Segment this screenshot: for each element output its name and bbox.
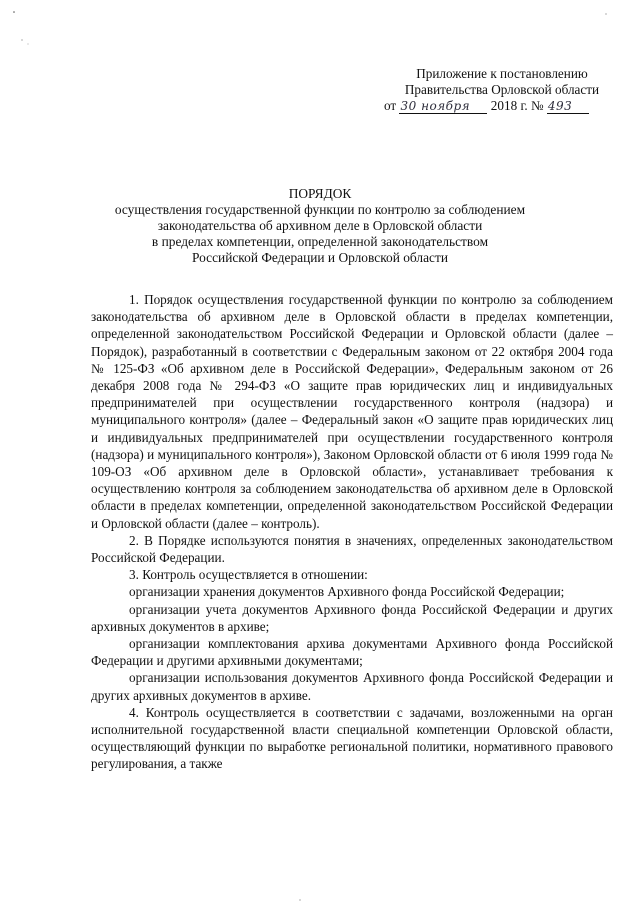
handwritten-number: 493 [547,99,589,114]
year-number-label: 2018 г. № [490,98,544,113]
paragraph-3: 3. Контроль осуществляется в отношении: [129,567,368,583]
handwritten-date: 30 ноября [399,99,487,114]
title-heading: ПОРЯДОК [288,186,352,201]
appendix-header [384,66,620,114]
document-body [91,291,613,773]
document-title [96,186,544,266]
title-line-3: в пределах компетенции, определенной законодательством [151,234,489,249]
appendix-date-line [384,98,620,114]
list-item-storage: организации хранения документов Архивного фонда Российской Федерации; [129,584,565,600]
list-item-use: организации использования документов Архивного фонда Российской Федерации и других архивных документов в архиве. [91,670,613,703]
title-line-2: законодательства об архивном деле в Орловской области [157,218,483,233]
list-item-acquisition: организации комплектования архива документами Архивного фонда Российской Федерации и другими архивными документами; [91,636,613,669]
from-label: от [384,98,397,113]
title-line-4: Российской Федерации и Орловской области [192,250,448,265]
appendix-line-2: Правительства Орловской области [404,82,600,97]
title-line-1: осуществления государственной функции по контролю за соблюдением [114,202,526,217]
paragraph-2: 2. В Порядке используются понятия в значениях, определенных законодательством Российской Федерации. [91,532,613,566]
list-item-accounting: организации учета документов Архивного фонда Российской Федерации и других архивных документов в архиве; [91,601,613,634]
appendix-line-1: Приложение к постановлению [416,66,588,81]
paragraph-4: 4. Контроль осуществляется в соответствии с задачами, возложенными на орган исполнительной государственной власти специальной компетенции Орловской области, осуществляющий функции по выработке региональной политики, нормативного правового регулирования, а также [91,704,613,772]
paragraph-1: 1. Порядок осуществления государственной функции по контролю за соблюдением законодательства об архивном деле в Орловской области в пределах компетенции, определенной законодательством Российской Федерации и Орловской области (далее – Порядок), разработанный в соответствии с Федеральным законом от 22 октября 2004 года № 125-ФЗ «Об архивном деле в Российской Федерации», Федеральным законом от 26 декабря 2008 года № 294-ФЗ «О защите прав юридических лиц и индивидуальных предпринимателей при осуществлении государственного контроля (надзора) и муниципального контроля» (далее – Федеральный закон «О защите прав юридических лиц и индивидуальных предпринимателей при осуществлении государственного контроля (надзора) и муниципального контроля»), Законом Орловской области от 6 июля 1999 года № 109-ОЗ «Об архивном деле в Орловской области», устанавливает требования к осуществлению контроля за соблюдением законодательства об архивном деле в Орловской области в пределах компетенции, определенной законодательством Российской Федерации и Орловской области (далее – контроль). [91,292,613,531]
